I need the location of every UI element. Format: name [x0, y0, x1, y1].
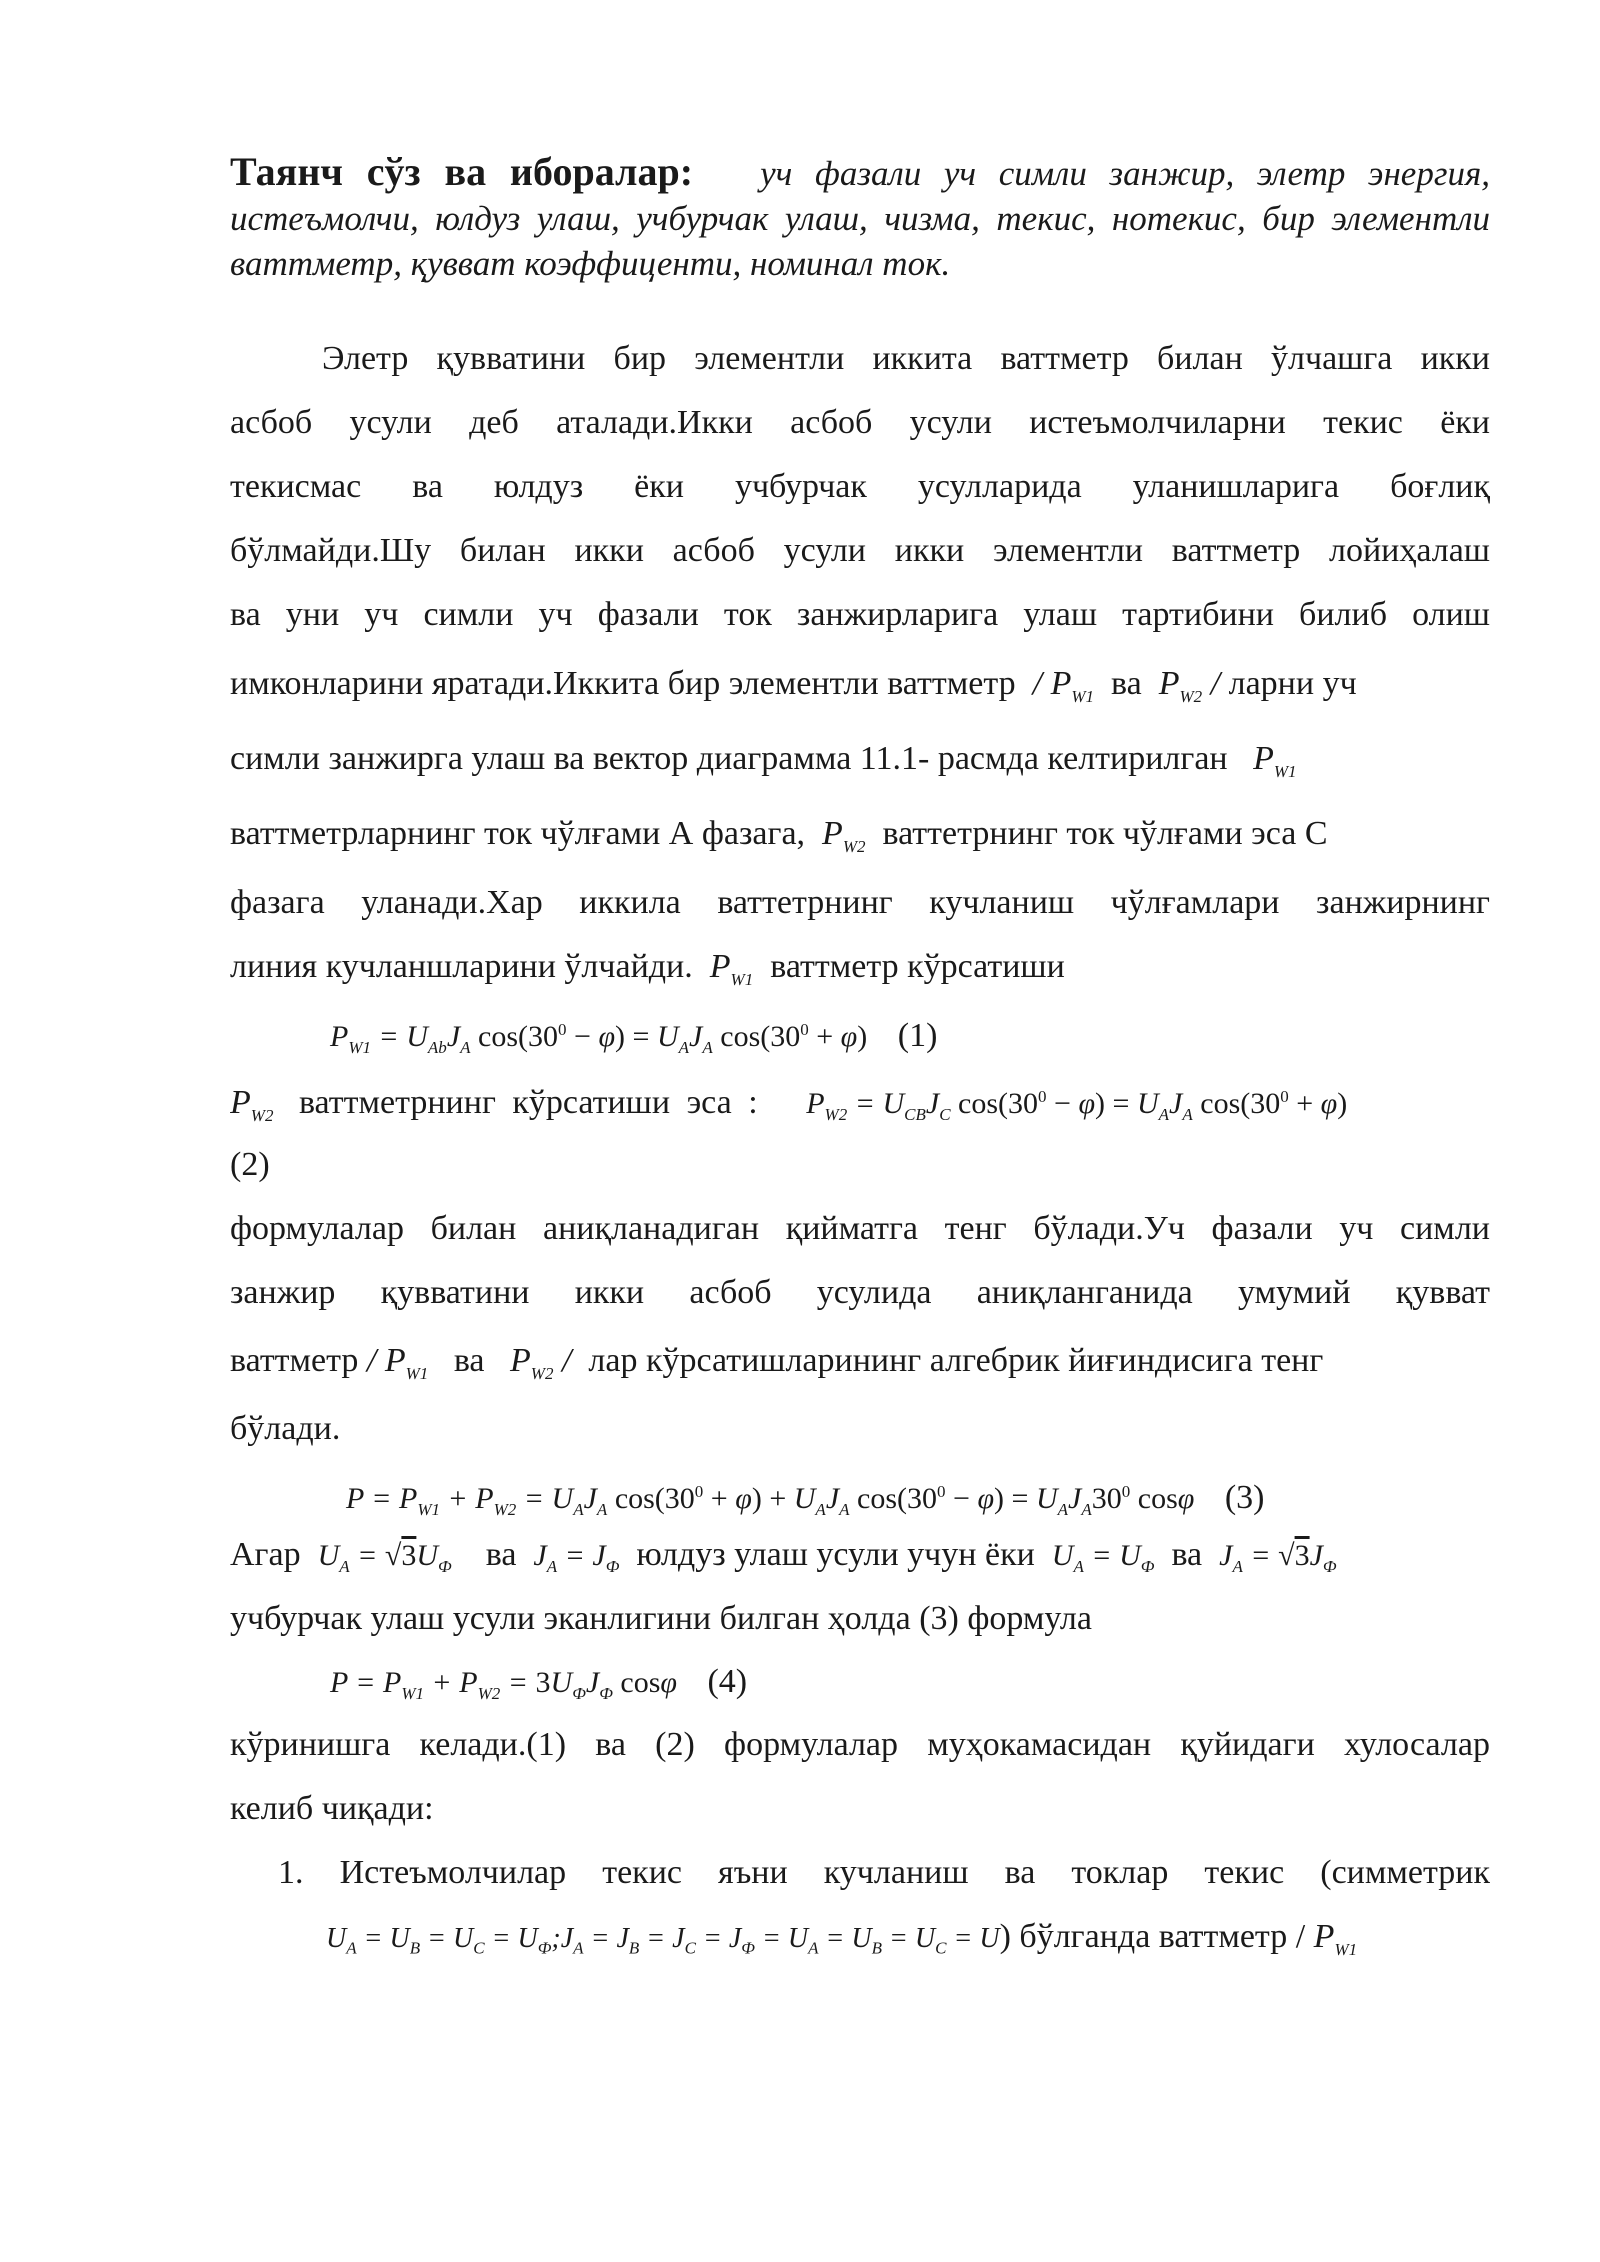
- text-span: ваттметр: [230, 1342, 359, 1379]
- text-line: бўлади.: [230, 1410, 341, 1447]
- document-page: [230, 150, 1490, 1969]
- text-line: фазага уланади.Хар иккила ваттетрнинг кучланиш чўлғамлари занжирнинг: [230, 884, 1490, 921]
- text-span: симли занжирга улаш ва вектор диаграмма 11.1- расмда келтирилган: [230, 740, 1228, 777]
- text-span: ва: [485, 1536, 517, 1573]
- text-span: ва: [1111, 665, 1142, 702]
- text-span: имконларини яратади.Иккита бир элементли ваттметр: [230, 665, 1016, 702]
- equation-number: (4): [707, 1663, 748, 1700]
- text-line: занжир қувватини икки асбоб усулида аниқланганида умумий қувват: [230, 1274, 1490, 1311]
- text-line: $P_{W2}$ ваттметрнинг кўрсатиши эса : $P_{W2} = U_{CB}J_C$ $\cos(30^0 - \varphi) = U_AJ_A$ $\cos(30^0 + \varphi)$: [230, 1084, 1348, 1125]
- text-line: формулалар билан аниқланадиган қийматга тенг бўлади.Уч фазали уч симли: [230, 1210, 1490, 1247]
- text-span: ваттметрнинг кўрсатиши эса :: [298, 1084, 758, 1121]
- text-line: ваттметр / $P_{W1}$ ва $P_{W2}$ / лар кўрсатишларининг алгебрик йиғиндисига тенг: [230, 1342, 1324, 1383]
- equation-3: $P = P_{W1} + P_{W2} = U_AJ_A$ $\cos(30^0 + \varphi) + U_AJ_A$ $\cos(30^0 - \varphi) = U_AJ_A30^0$ cosφ (3): [346, 1479, 1265, 1519]
- text-span: ва: [1171, 1536, 1203, 1573]
- text-line: текисмас ва юлдуз ёки учбурчак усулларида уланишларига боғлиқ: [230, 468, 1490, 505]
- text-line: учбурчак улаш усули эканлигини билган ҳолда (3) формула: [230, 1600, 1092, 1637]
- text-line: ва уни уч симли уч фазали ток занжирларига улаш тартибини билиб олиш: [230, 596, 1490, 633]
- text-span: ваттметр кўрсатиши: [770, 948, 1065, 985]
- text-line: бўлмайди.Шу билан икки асбоб усули икки элементли ваттметр лойиҳалаш: [230, 532, 1490, 569]
- text-line: симли занжирга улаш ва вектор диаграмма 11.1- расмда келтирилган $P_{W1}$: [230, 740, 1297, 781]
- text-span: ваттетрнинг ток чўлғами эса С: [882, 815, 1328, 852]
- text-line: ваттметрларнинг ток чўлғами А фазага, $P_{W2}$ ваттетрнинг ток чўлғами эса С: [230, 815, 1328, 856]
- text-span: ва: [453, 1342, 485, 1379]
- text-line: кўринишга келади.(1) ва (2) формулалар муҳокамасидан қуйидаги хулосалар: [230, 1726, 1490, 1763]
- text-span: лар кўрсатишларининг алгебрик йиғиндисига тенг: [588, 1342, 1324, 1379]
- text-line: келиб чиқади:: [230, 1790, 434, 1827]
- equation-number: (2): [230, 1146, 270, 1183]
- text-span: ) бўлганда ваттметр /: [999, 1918, 1306, 1955]
- text-line: $U_A = U_B = U_C$ = $U_Ф;J_A = J_B = J_C = J_Ф = U_A = U_B = U_C = U$) бўлганда ваттметр / $P_{W1}$: [326, 1918, 1358, 1959]
- equation-1: $P_{W1} = U_{Ab}J_A$ $\cos(30^0 - \varphi) = U_AJ_A$ $\cos(30^0 + \varphi)$ (1): [330, 1017, 938, 1057]
- text-line: асбоб усули деб аталади.Икки асбоб усули истеъмолчиларни текис ёки: [230, 404, 1490, 441]
- keywords-title: Таянч сўз ва иборалар:: [230, 149, 694, 194]
- equation-number: (1): [897, 1017, 938, 1054]
- text-line: линия кучланшларини ўлчайди. $P_{W1}$ ваттметр кўрсатиши: [230, 948, 1065, 989]
- text-span: ларни уч: [1228, 665, 1357, 702]
- keywords-block: [230, 150, 1490, 287]
- list-item: 1. Истеъмолчилар текис яъни кучланиш ва токлар текис (симметрик: [278, 1854, 1490, 1891]
- text-span: ваттметрларнинг ток чўлғами А фазага,: [230, 815, 806, 852]
- equation-number: (3): [1224, 1479, 1265, 1516]
- equation-4: $P = P_{W1} + P_{W2} = 3U_ФJ_Ф$ cosφ (4): [330, 1663, 748, 1703]
- text-line: Элетр қувватини бир элементли иккита ваттметр билан ўлчашга икки: [322, 340, 1490, 377]
- text-span: юлдуз улаш усули учун ёки: [636, 1536, 1035, 1573]
- keywords-text: уч фазали уч симли занжир, элетр энергия, истеъмолчи, юлдуз улаш, учбурчак улаш, чизма, текис, нотекис, бир элементли ваттметр, қувват коэффиценти, номинал ток.: [230, 154, 1491, 283]
- text-span: линия кучланшларини ўлчайди.: [230, 948, 693, 985]
- text-line: Агар $U_A = √3U_Ф$ ва $J_A = J_Ф$ юлдуз улаш усули учун ёки $U_A = U_Ф$ ва $J_A = √3J_Ф$: [230, 1536, 1337, 1576]
- text-span: Агар: [230, 1536, 301, 1573]
- text-line: имконларини яратади.Иккита бир элементли ваттметр / $P_{W1}$ ва $P_{W2}$ / ларни уч: [230, 665, 1357, 706]
